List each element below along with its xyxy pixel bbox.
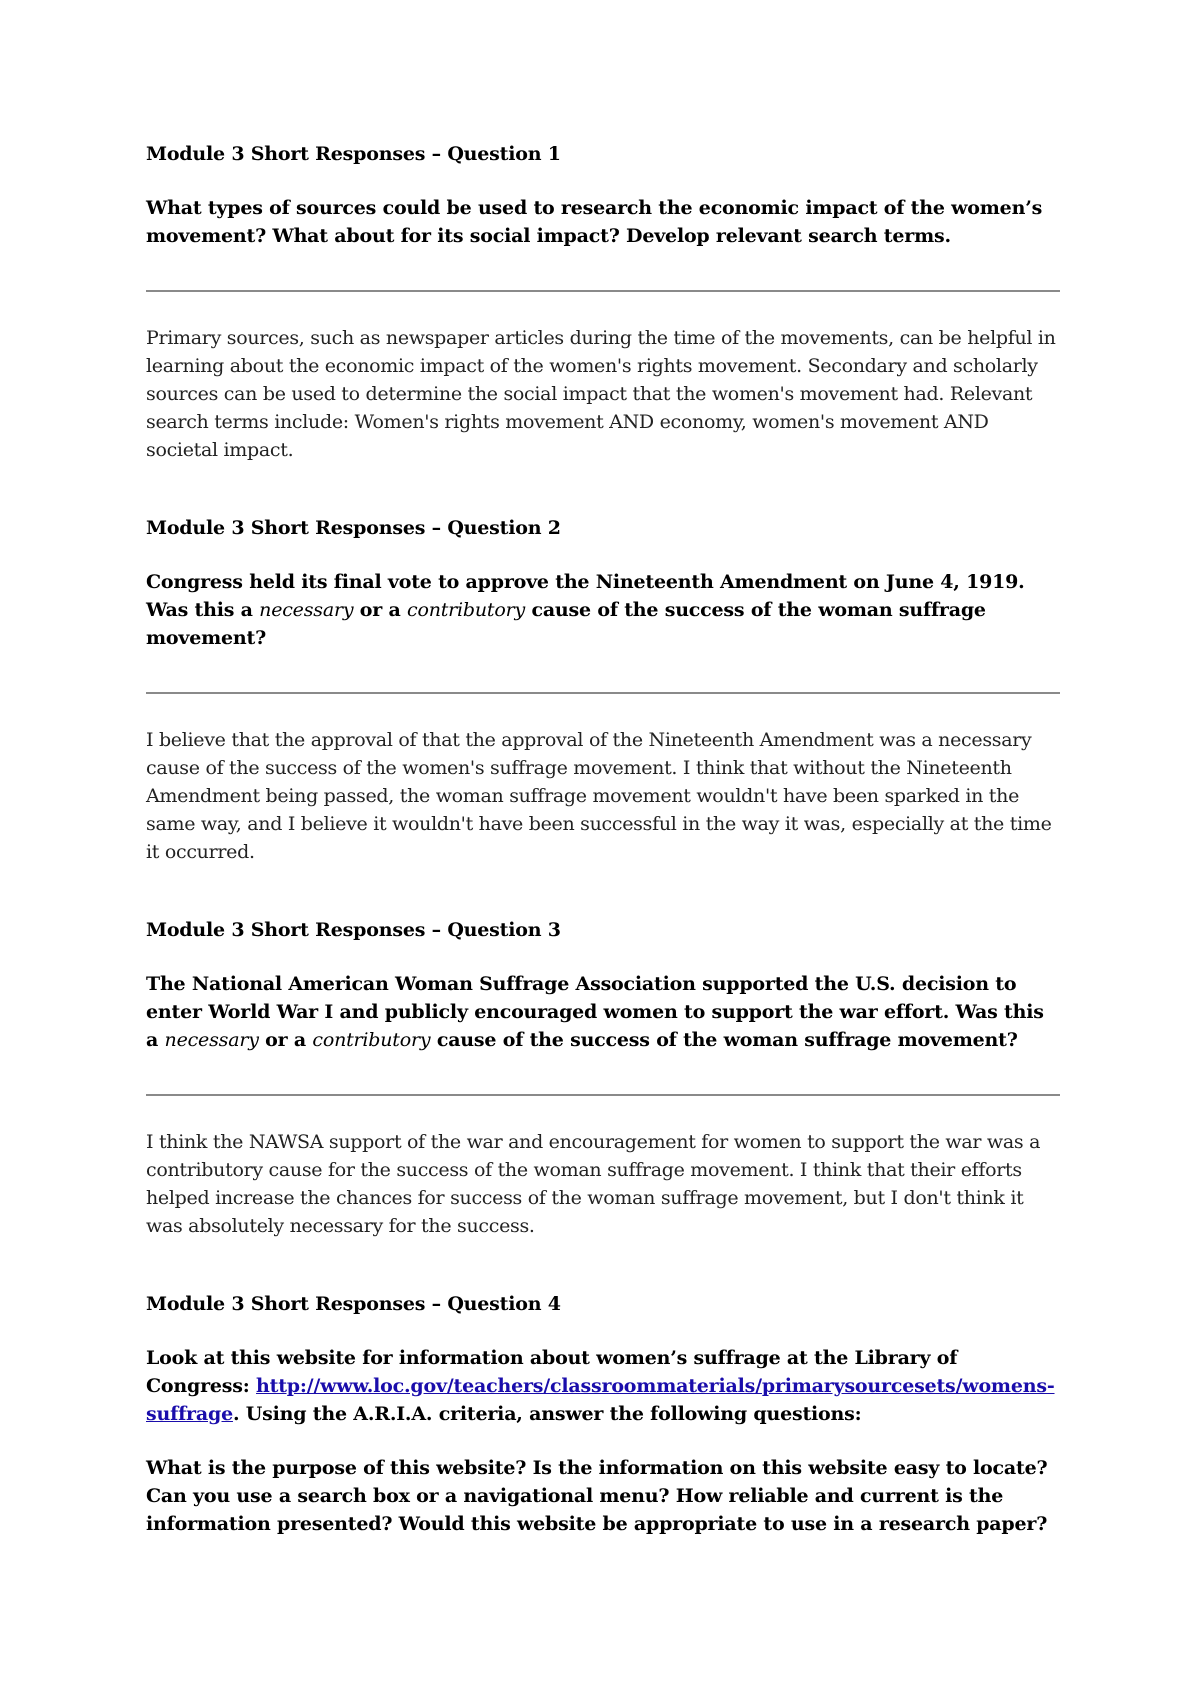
- section-heading: Module 3 Short Responses – Question 2: [146, 517, 561, 539]
- library-of-congress-link[interactable]: http://www.loc.gov/teachers/classroommaterials/primarysourcesets/womens-suffrage: [146, 1375, 1055, 1425]
- section-heading: Module 3 Short Responses – Question 3: [146, 919, 561, 941]
- section-heading: Module 3 Short Responses – Question 1: [146, 143, 561, 165]
- question-text-part: Look at this website for information about women’s suffrage at the Library of Congress:: [146, 1347, 958, 1397]
- question-text-part: Congress held its final vote to approve the Nineteenth Amendment on June 4, 1919. Was this a: [146, 571, 1025, 621]
- answer-text: I think the NAWSA support of the war and encouragement for women to support the war was a contributory cause for the success of the woman suffrage movement. I think that their efforts helped increase the chances for success of the woman suffrage movement, but I don't think it was absolutely necessary for the success.: [146, 1131, 1041, 1237]
- section-question-4: [146, 1290, 1060, 1538]
- question-text: [146, 1344, 1060, 1428]
- section-question-3: [146, 916, 1060, 1240]
- section-question-1: [146, 140, 1060, 464]
- question-text-followup: What is the purpose of this website? Is the information on this website easy to locate? Can you use a search box or a navigational menu? How reliable and current is the information presented? Would this website be appropriate to use in a research paper?: [146, 1457, 1048, 1535]
- question-text: [146, 970, 1060, 1054]
- italic-term: necessary: [164, 1029, 259, 1051]
- document-page: [146, 140, 1060, 1538]
- answer-text: I believe that the approval of that the approval of the Nineteenth Amendment was a necessary cause of the success of the women's suffrage movement. I think that without the Nineteenth Amendment being passed, the woman suffrage movement wouldn't have been sparked in the same way, and I believe it wouldn't have been successful in the way it was, especially at the time it occurred.: [146, 729, 1052, 863]
- question-text-part: cause of the success of the woman suffrage movement?: [430, 1029, 1018, 1051]
- question-text-part: cause of the success of the woman suffrage movement?: [146, 599, 986, 649]
- question-text-part: . Using the A.R.I.A. criteria, answer the following questions:: [232, 1403, 862, 1425]
- divider-rule: [146, 290, 1060, 292]
- question-text-part: or a: [353, 599, 408, 621]
- section-heading: Module 3 Short Responses – Question 4: [146, 1293, 561, 1315]
- question-text-part: or a: [258, 1029, 313, 1051]
- question-text: [146, 568, 1060, 652]
- question-text-part: The National American Woman Suffrage Association supported the U.S. decision to enter World War I and publicly encouraged women to support the war effort. Was this a: [146, 973, 1044, 1051]
- answer-text: Primary sources, such as newspaper articles during the time of the movements, can be helpful in learning about the economic impact of the women's rights movement. Secondary and scholarly sources can be used to determine the social impact that the women's movement had. Relevant search terms include: Women's rights movement AND economy, women's movement AND societal impact.: [146, 327, 1056, 461]
- question-text: What types of sources could be used to research the economic impact of the women’s movement? What about for its social impact? Develop relevant search terms.: [146, 197, 1043, 247]
- italic-term: necessary: [259, 599, 354, 621]
- italic-term: contributory: [407, 599, 526, 621]
- divider-rule: [146, 692, 1060, 694]
- divider-rule: [146, 1094, 1060, 1096]
- section-question-2: [146, 514, 1060, 866]
- italic-term: contributory: [312, 1029, 431, 1051]
